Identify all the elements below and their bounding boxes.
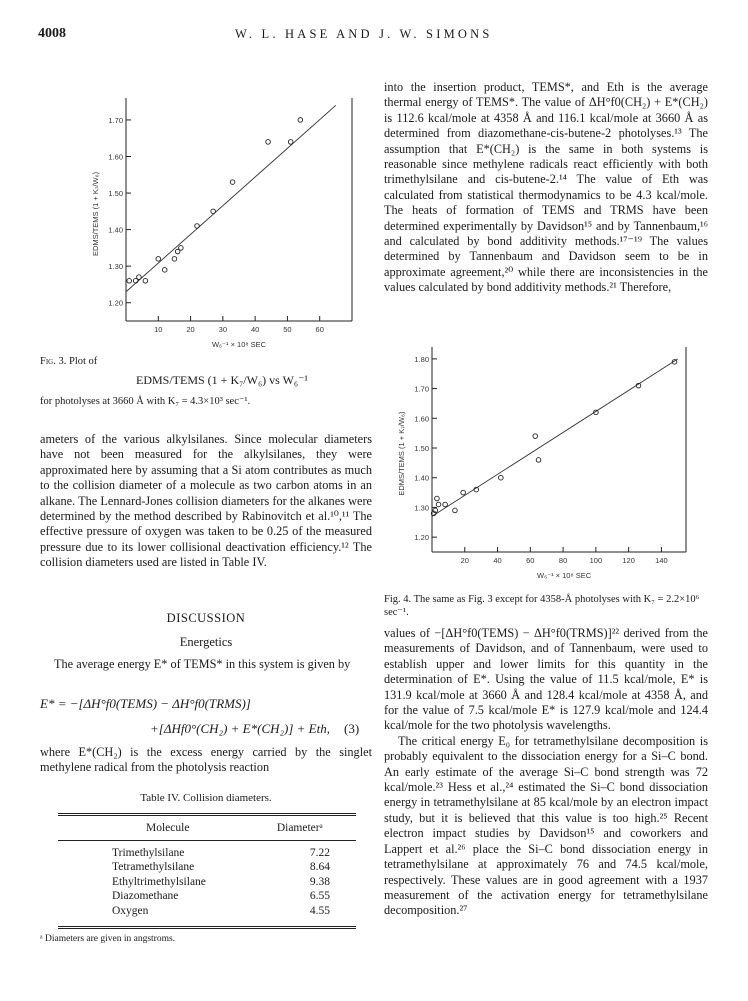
data-point [288, 140, 293, 145]
data-point [137, 275, 142, 280]
data-point [499, 475, 504, 480]
data-point [195, 224, 200, 229]
figure-4-chart [384, 339, 708, 584]
data-point [536, 458, 541, 463]
table-cell-diameter: 4.55 [309, 904, 331, 917]
y-tick-label: 1.80 [414, 354, 429, 364]
x-tick-label: 60 [526, 556, 535, 565]
y-tick-label: 1.30 [414, 503, 429, 513]
y-tick-label: 1.70 [108, 115, 123, 125]
running-head: W. L. HASE AND J. W. SIMONS [235, 27, 493, 41]
figure-3-caption-formula: EDMS/TEMS (1 + K₇/W₆) vs W₆⁻¹ [136, 373, 309, 387]
x-tick-label: 120 [622, 556, 635, 565]
data-point [127, 278, 132, 283]
data-point [533, 434, 538, 439]
table-bottom-rule-2 [58, 928, 356, 929]
x-axis-label: W₆⁻¹ × 10⁸ SEC [537, 571, 592, 580]
table-row [58, 846, 356, 860]
x-tick-label: 50 [283, 325, 292, 334]
y-tick-label: 1.50 [414, 444, 429, 454]
y-tick-label: 1.60 [414, 414, 429, 424]
table-header-diameter: Diameterᵃ [276, 822, 323, 834]
left-paragraph-3: where E*(CH₂) is the excess energy carried by the singlet methylene radical from the photolysis reaction [40, 745, 372, 775]
x-tick-label: 140 [655, 556, 668, 565]
table-cell-molecule: Diazomethane [112, 890, 179, 903]
table-cell-molecule: Ethyltrimethylsilane [112, 875, 206, 888]
section-heading: DISCUSSION [166, 611, 246, 625]
page-number: 4008 [38, 26, 66, 41]
table-bottom-rule [58, 926, 356, 927]
table-top-rule [58, 813, 356, 814]
table-footnote: ᵃ Diameters are given in angstroms. [40, 934, 176, 944]
y-tick-label: 1.20 [108, 298, 123, 308]
y-tick-label: 1.40 [108, 225, 123, 235]
data-point [298, 118, 303, 123]
data-point [435, 496, 440, 501]
x-axis-label: W₆⁻¹ × 10⁸ SEC [211, 340, 267, 349]
table-4-body [58, 846, 356, 918]
x-tick-label: 40 [493, 556, 502, 565]
y-tick-label: 1.50 [108, 189, 123, 199]
table-cell-molecule: Trimethylsilane [112, 847, 185, 859]
figure-3 [82, 90, 367, 357]
data-point [461, 490, 466, 495]
table-header-row [58, 822, 356, 834]
data-point [172, 257, 177, 262]
equation-3-line-2: +[ΔHf0°(CH₂) + E*(CH₂)] + Eth, [150, 721, 330, 736]
data-point [443, 502, 448, 507]
right-column-top [384, 80, 708, 296]
x-tick-label: 20 [460, 556, 469, 565]
figure-3-caption-end: for photolyses at 3660 Å with K₇ = 4.3×10³ sec⁻¹. [40, 396, 251, 407]
table-cell-diameter: 6.55 [309, 890, 331, 903]
y-tick-label: 1.30 [108, 262, 123, 272]
right-column-bottom [384, 626, 708, 919]
table-top-rule-2 [58, 815, 356, 816]
data-point [211, 209, 216, 214]
data-point [436, 502, 441, 507]
figure-3-chart [82, 90, 367, 352]
table-cell-diameter: 7.22 [309, 847, 331, 859]
data-point [156, 257, 161, 262]
data-point [162, 268, 167, 273]
figure-3-caption-start: Plot of [68, 356, 98, 367]
figure-4 [384, 339, 708, 589]
table-header-rule [58, 840, 356, 841]
table-cell-diameter: 8.64 [309, 861, 331, 874]
table-cell-diameter: 9.38 [309, 875, 331, 888]
table-4 [58, 822, 356, 834]
left-column-top [40, 432, 372, 571]
y-tick-label: 1.70 [414, 384, 429, 394]
left-column-mid [40, 657, 372, 672]
right-paragraph-1: into the insertion product, TEMS*, and Eth is the average thermal energy of TEMS*. The value of ΔH°f0(CH₂) + E*(CH₂) is 112.6 kcal/mole at 4358 Å and 116.1 kcal/mole at 3660 Å as determined from diazomethane-cis-butene-2 photolyses.¹³ The assumption that E*(CH₂) is the same in both systems is reasonable since methylene radicals react efficiently with both trimethylsilane and cis-butene-2.¹⁴ The value of Eth was calculated from statistical thermodynamics to be 4.3 kcal/mole. The heats of formation of TEMS and TRMS have been determined experimentally by Davidson¹⁵ and by Tannenbaum,¹⁶ and calculated by bond additivity methods.¹⁷⁻¹⁹ The values determined by Tannenbaum and Davidson seem to be in approximate agreement,²⁰ while there are inconsistencies in the values calculated by bond additivity methods.²¹ Therefore, [384, 80, 708, 295]
y-axis-label: EDMS/TEMS (1 + K₇/W₆) [91, 171, 100, 257]
x-tick-label: 80 [558, 556, 568, 565]
table-header-molecule: Molecule [146, 822, 190, 834]
table-cell-molecule: Oxygen [112, 904, 149, 917]
figure-4-caption: Fig. 4. The same as Fig. 3 except for 4358-Å photolyses with K₇ = 2.2×10⁶ sec⁻¹. [384, 594, 700, 618]
x-tick-label: 40 [250, 325, 260, 334]
data-point [453, 508, 458, 513]
equation-3-line-1: E* = −[ΔH°f0(TEMS) − ΔH°f0(TRMS)] [40, 696, 251, 711]
figure-3-label: Fig. 3. [40, 356, 67, 367]
table-cell-molecule: Tetramethylsilane [112, 861, 195, 874]
table-row [58, 904, 356, 918]
table-row [58, 875, 356, 889]
data-point [143, 278, 148, 283]
right-paragraph-2: values of −[ΔH°f0(TEMS) − ΔH°f0(TRMS)]²² derived from the measurements of Davidson, and of Tannenbaum, were used to establish upper and lower limits for this quantity in the determination of E*. Using the value of 11.5 kcal/mole, E* is 131.9 kcal/mole at 3660 Å and 128.4 kcal/mole at 4358 Å, and for the value of 7.5 kcal/mole E* is 127.9 kcal/mole and 124.4 kcal/mole for the two photolysis wavelengths. [384, 626, 708, 733]
data-point [179, 246, 184, 251]
left-paragraph-2: The average energy E* of TEMS* in this system is given by [54, 657, 351, 671]
x-tick-label: 30 [218, 325, 228, 334]
figure-3-caption [40, 355, 370, 408]
y-tick-label: 1.20 [414, 533, 429, 543]
y-axis-label: EDMS/TEMS (1 + K₇/W₆) [397, 411, 406, 496]
subsection-heading: Energetics [179, 635, 233, 649]
x-tick-label: 10 [154, 325, 163, 334]
x-tick-label: 100 [589, 556, 603, 565]
left-paragraph-1: ameters of the various alkylsilanes. Since molecular diameters have not been measured for the alkylsilanes, they were approximated here by assuming that a Si atom contributes as much to the collision diameter of a molecule as two carbon atoms in an alkane. The Lennard-Jones collision diameters for the alkanes were determined by the method described by Rabinovitch et al.¹⁰,¹¹ The effective pressure of oxygen was taken to be 0.25 of the measured pressure due to its lower collisional deactivation efficiency.¹² The collision diameters used are listed in Table IV. [40, 432, 372, 570]
data-point [266, 140, 271, 145]
equation-3-number: (3) [344, 721, 360, 736]
x-tick-label: 20 [186, 325, 195, 334]
x-tick-label: 60 [315, 325, 324, 334]
left-column-lower [40, 745, 372, 776]
y-tick-label: 1.40 [414, 473, 429, 483]
table-4-title: Table IV. Collision diameters. [140, 792, 272, 804]
table-row [58, 860, 356, 874]
fit-line [432, 359, 678, 516]
fit-line [126, 105, 336, 291]
data-point [230, 180, 235, 185]
table-row [58, 889, 356, 903]
y-tick-label: 1.60 [108, 152, 123, 162]
right-paragraph-3: The critical energy E₀ for tetramethylsilane decomposition is probably equivalent to the dissociation energy for a Si–C bond. An early estimate of the average Si–C bond strength was 72 kcal/mole.²³ Hess et al.,²⁴ estimated the Si–C bond dissociation energy in tetramethylsilane at 85 kcal/mole by an electron impact study, but it is believed that this value is too high.²⁵ Recent electron impact studies by Davidson¹⁵ and coworkers and Lappert et al.²⁶ place the Si–C bond dissociation energy in tetramethylsilane at approximately 76 and 74.5 kcal/mole, respectively. These values are in good agreement with a 1937 measurement of the activation energy for tetramethylsilane decomposition.²⁷ [384, 733, 708, 918]
